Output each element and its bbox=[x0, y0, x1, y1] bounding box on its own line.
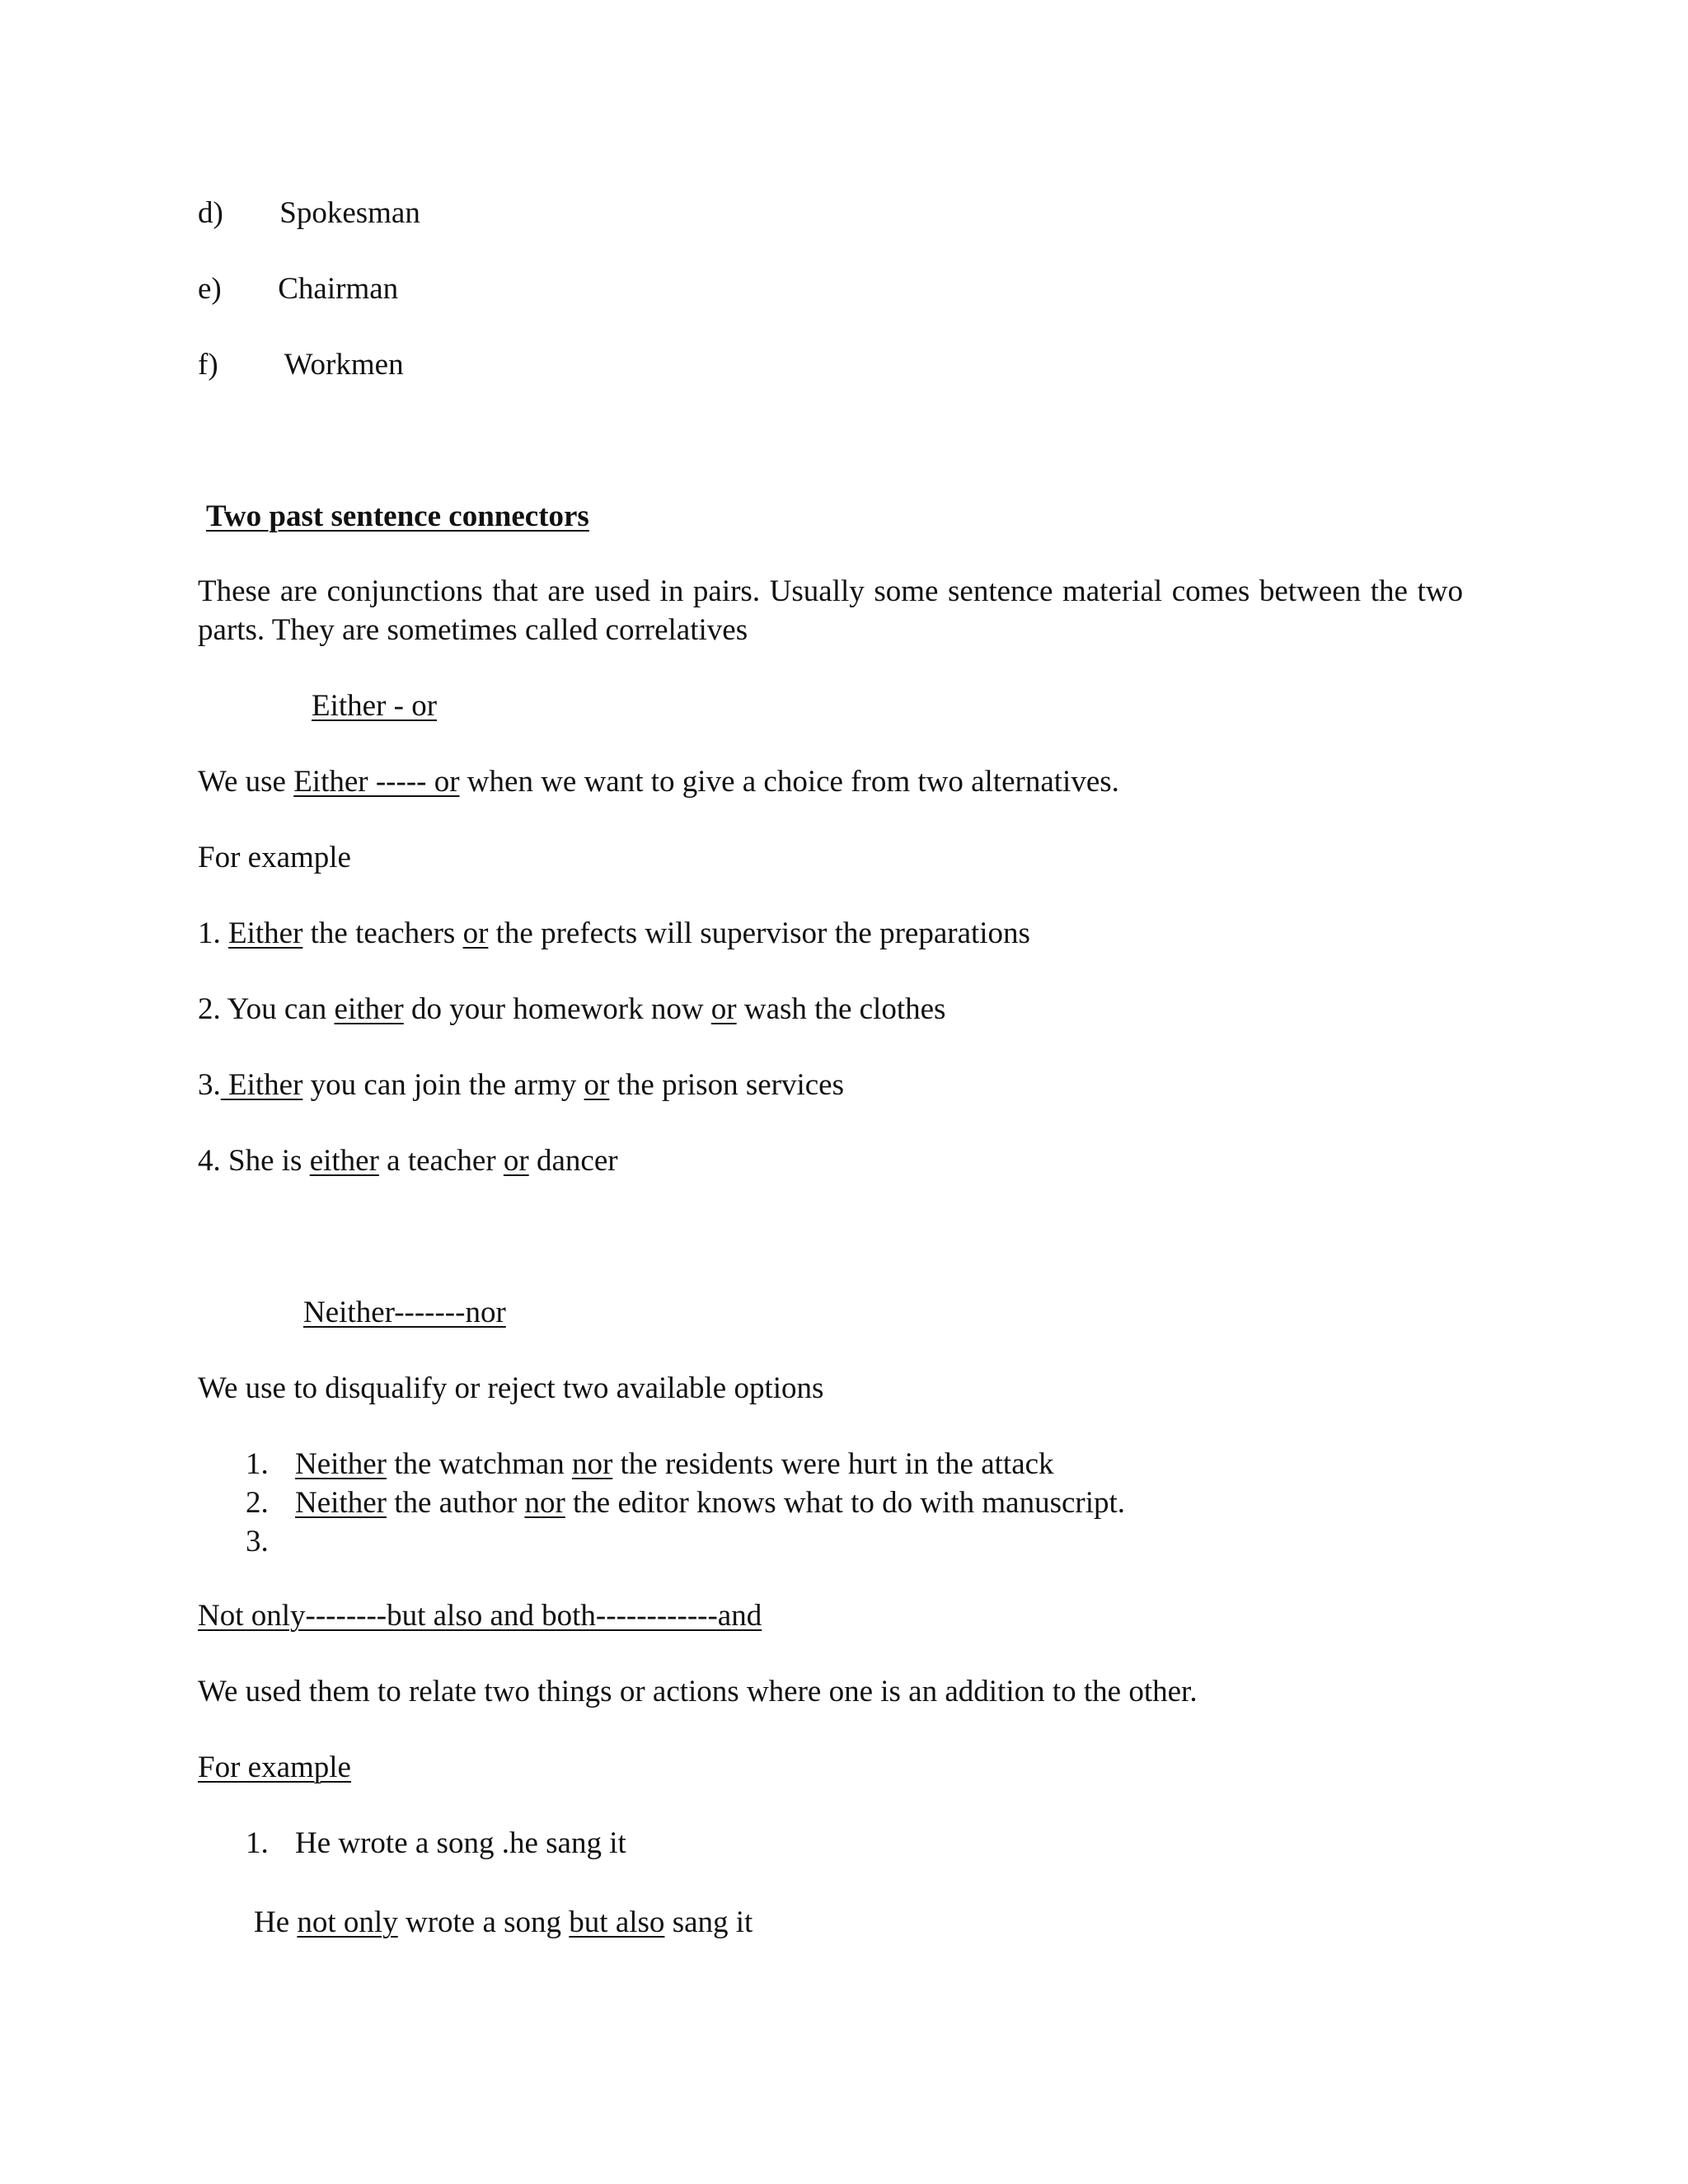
list-text: Chairman bbox=[278, 272, 399, 306]
neither-use-sentence: We use to disqualify or reject two available options bbox=[198, 1371, 824, 1405]
list-text: Workmen bbox=[284, 348, 404, 382]
neither-example-3: 3. bbox=[246, 1525, 269, 1558]
either-for-example: For example bbox=[198, 841, 351, 874]
list-marker: f) bbox=[198, 348, 218, 382]
either-example-4: 4. She is either a teacher or dancer bbox=[198, 1144, 618, 1178]
list-item-f bbox=[198, 346, 404, 384]
notonly-example-1-combined: He not only wrote a song but also sang it bbox=[254, 1905, 753, 1939]
neither-example-1: 1. Neither the watchman nor the residents were hurt in the attack bbox=[246, 1447, 1054, 1481]
either-example-2: 2. You can either do your homework now or wash the clothes bbox=[198, 992, 946, 1026]
notonly-for-example: For example bbox=[198, 1750, 351, 1784]
list-marker: d) bbox=[198, 196, 223, 230]
either-use-sentence: We use Either ----- or when we want to give a choice from two alternatives. bbox=[198, 765, 1119, 799]
section-title: Two past sentence connectors bbox=[206, 499, 589, 533]
list-marker: e) bbox=[198, 272, 222, 306]
list-item-d bbox=[198, 194, 420, 232]
intro-paragraph: These are conjunctions that are used in pairs. Usually some sentence material comes between the two parts. They are sometimes called correlatives bbox=[198, 574, 1463, 647]
notonly-example-1: 1. He wrote a song .he sang it bbox=[246, 1826, 626, 1860]
notonly-heading: Not only--------but also and both------------and bbox=[198, 1599, 762, 1633]
list-item-e bbox=[198, 270, 398, 308]
either-example-3: 3. Either you can join the army or the prison services bbox=[198, 1068, 844, 1102]
list-text: Spokesman bbox=[279, 196, 420, 230]
either-example-1: 1. Either the teachers or the prefects will supervisor the preparations bbox=[198, 916, 1030, 950]
either-heading: Either - or bbox=[312, 689, 438, 723]
notonly-use-sentence: We used them to relate two things or actions where one is an addition to the other. bbox=[198, 1675, 1198, 1708]
neither-example-2: 2. Neither the author nor the editor knows what to do with manuscript. bbox=[246, 1486, 1126, 1520]
neither-heading: Neither-------nor bbox=[303, 1296, 506, 1329]
